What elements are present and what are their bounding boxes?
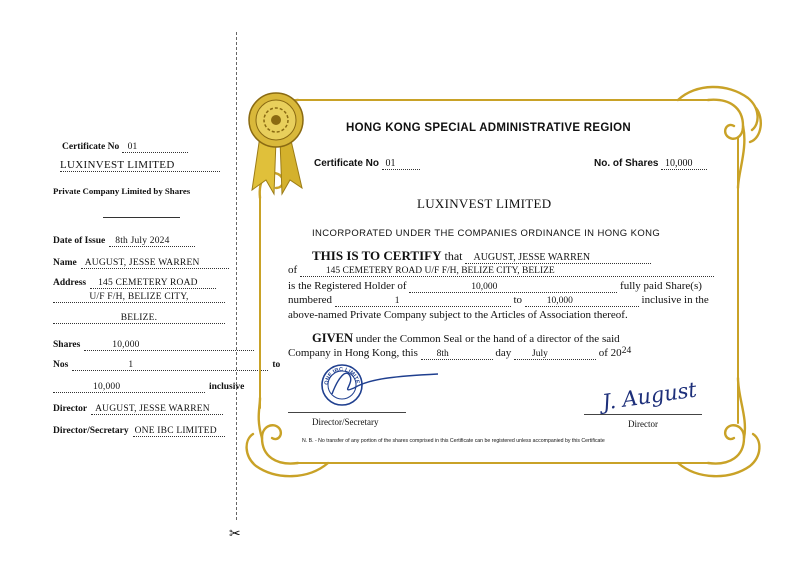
- stub-secretary: ONE IBC LIMITED: [133, 426, 225, 437]
- company-seal-stamp: [320, 358, 450, 418]
- stub-date: 8th July 2024: [109, 236, 195, 247]
- director-signature: J. August: [600, 377, 699, 415]
- stub-secretary-row: [53, 420, 225, 438]
- articles-line: above-named Private Company subject to the Articles of Association thereof.: [288, 309, 628, 321]
- month-value: July: [514, 349, 596, 360]
- stub-name: AUGUST, JESSE WARREN: [81, 258, 229, 269]
- certificate-body: [240, 88, 760, 483]
- stub-address-line3: BELIZE.: [53, 313, 225, 324]
- no-of-shares-row: [594, 158, 707, 170]
- certificate-no-row: [314, 158, 420, 170]
- numbered-line: [288, 294, 709, 307]
- stub-director: AUGUST, JESSE WARREN: [91, 404, 223, 415]
- stub-certificate-no-label: Certificate No: [62, 142, 120, 152]
- given-lead: GIVEN: [312, 331, 353, 345]
- stub-director-row: [53, 398, 223, 416]
- fully-paid-text: fully paid Share(s): [620, 280, 702, 292]
- to-text: to: [513, 294, 523, 306]
- of-label: of: [288, 264, 298, 276]
- numbered-text: numbered: [288, 294, 332, 306]
- stub-director-label: Director: [53, 404, 88, 414]
- stub-date-row: [53, 230, 195, 248]
- address-line: [288, 264, 714, 277]
- perforation-line: [236, 32, 237, 520]
- no-of-shares-value: 10,000: [661, 158, 707, 170]
- secretary-signature-line: [288, 412, 406, 413]
- registered-shares: 10,000: [409, 282, 617, 293]
- certificate-stub: [0, 0, 281, 561]
- secretary-caption: Director/Secretary: [312, 417, 379, 427]
- scissors-icon: ✂: [229, 527, 241, 542]
- certificate-no-value: 01: [382, 158, 420, 170]
- stub-nos-from: 1: [72, 360, 268, 371]
- seal-text: ONE IBC LIMITE: [323, 366, 360, 386]
- stub-shares-label: Shares: [53, 340, 81, 350]
- stub-secretary-label: Director/Secretary: [53, 426, 129, 436]
- registered-line: [288, 280, 702, 293]
- of-20-label: of 20: [598, 347, 622, 359]
- certificate-no-label: Certificate No: [314, 158, 380, 169]
- company-text: Company in Hong Kong, this: [288, 347, 418, 359]
- year-value: 24: [621, 346, 632, 356]
- registered-text: is the Registered Holder of: [288, 280, 407, 292]
- incorporated-line: INCORPORATED UNDER THE COMPANIES ORDINANCE IN HONG KONG: [312, 228, 661, 239]
- stub-company-type: Private Company Limited by Shares: [53, 186, 191, 196]
- day-value: 8th: [421, 349, 493, 360]
- stub-address-label: Address: [53, 278, 87, 288]
- director-signature-line: [584, 414, 702, 415]
- stub-divider: [103, 217, 180, 218]
- no-of-shares-label: No. of Shares: [594, 158, 659, 169]
- share-to: 10,000: [525, 296, 639, 307]
- stub-shares-row: [53, 334, 254, 352]
- stub-nos-to-row: [53, 376, 244, 394]
- company-title: LUXINVEST LIMITED: [417, 196, 552, 211]
- region-heading: HONG KONG SPECIAL ADMINISTRATIVE REGION: [346, 122, 631, 134]
- day-label: day: [495, 347, 512, 359]
- director-caption: Director: [628, 419, 658, 429]
- certify-line: [312, 248, 651, 264]
- stub-certificate-no: 01: [122, 142, 188, 153]
- given-line: [312, 331, 620, 346]
- stub-name-row: [53, 252, 229, 270]
- stub-nos-label: Nos: [53, 360, 69, 370]
- transfer-note: N. B. - No transfer of any portion of the shares comprised in this Certificate can be registered unless accompanied by this Certificate: [302, 438, 605, 444]
- stub-shares: 10,000: [84, 340, 254, 351]
- holder-address: 145 CEMETERY ROAD U/F F/H, BELIZE CITY, BELIZE: [300, 266, 714, 277]
- stub-name-label: Name: [53, 258, 77, 268]
- inclusive-text: inclusive in the: [641, 294, 709, 306]
- certify-lead: THIS IS TO CERTIFY: [312, 248, 442, 263]
- stub-to-label: to: [272, 360, 281, 370]
- stub-company-name: LUXINVEST LIMITED: [60, 159, 220, 172]
- stub-certificate-no-row: [62, 142, 188, 153]
- holder-name: AUGUST, JESSE WARREN: [465, 252, 651, 264]
- stub-address-row: [53, 272, 216, 290]
- share-from: 1: [335, 296, 511, 307]
- stub-address-line2: U/F F/H, BELIZE CITY,: [53, 292, 225, 303]
- certify-that: that: [444, 249, 463, 263]
- stub-inclusive-label: inclusive: [209, 382, 245, 392]
- stub-date-label: Date of Issue: [53, 236, 106, 246]
- given-text: under the Common Seal or the hand of a director of the said: [355, 333, 620, 345]
- stub-address-line1: 145 CEMETERY ROAD: [90, 278, 216, 289]
- stub-nos-to: 10,000: [53, 382, 205, 393]
